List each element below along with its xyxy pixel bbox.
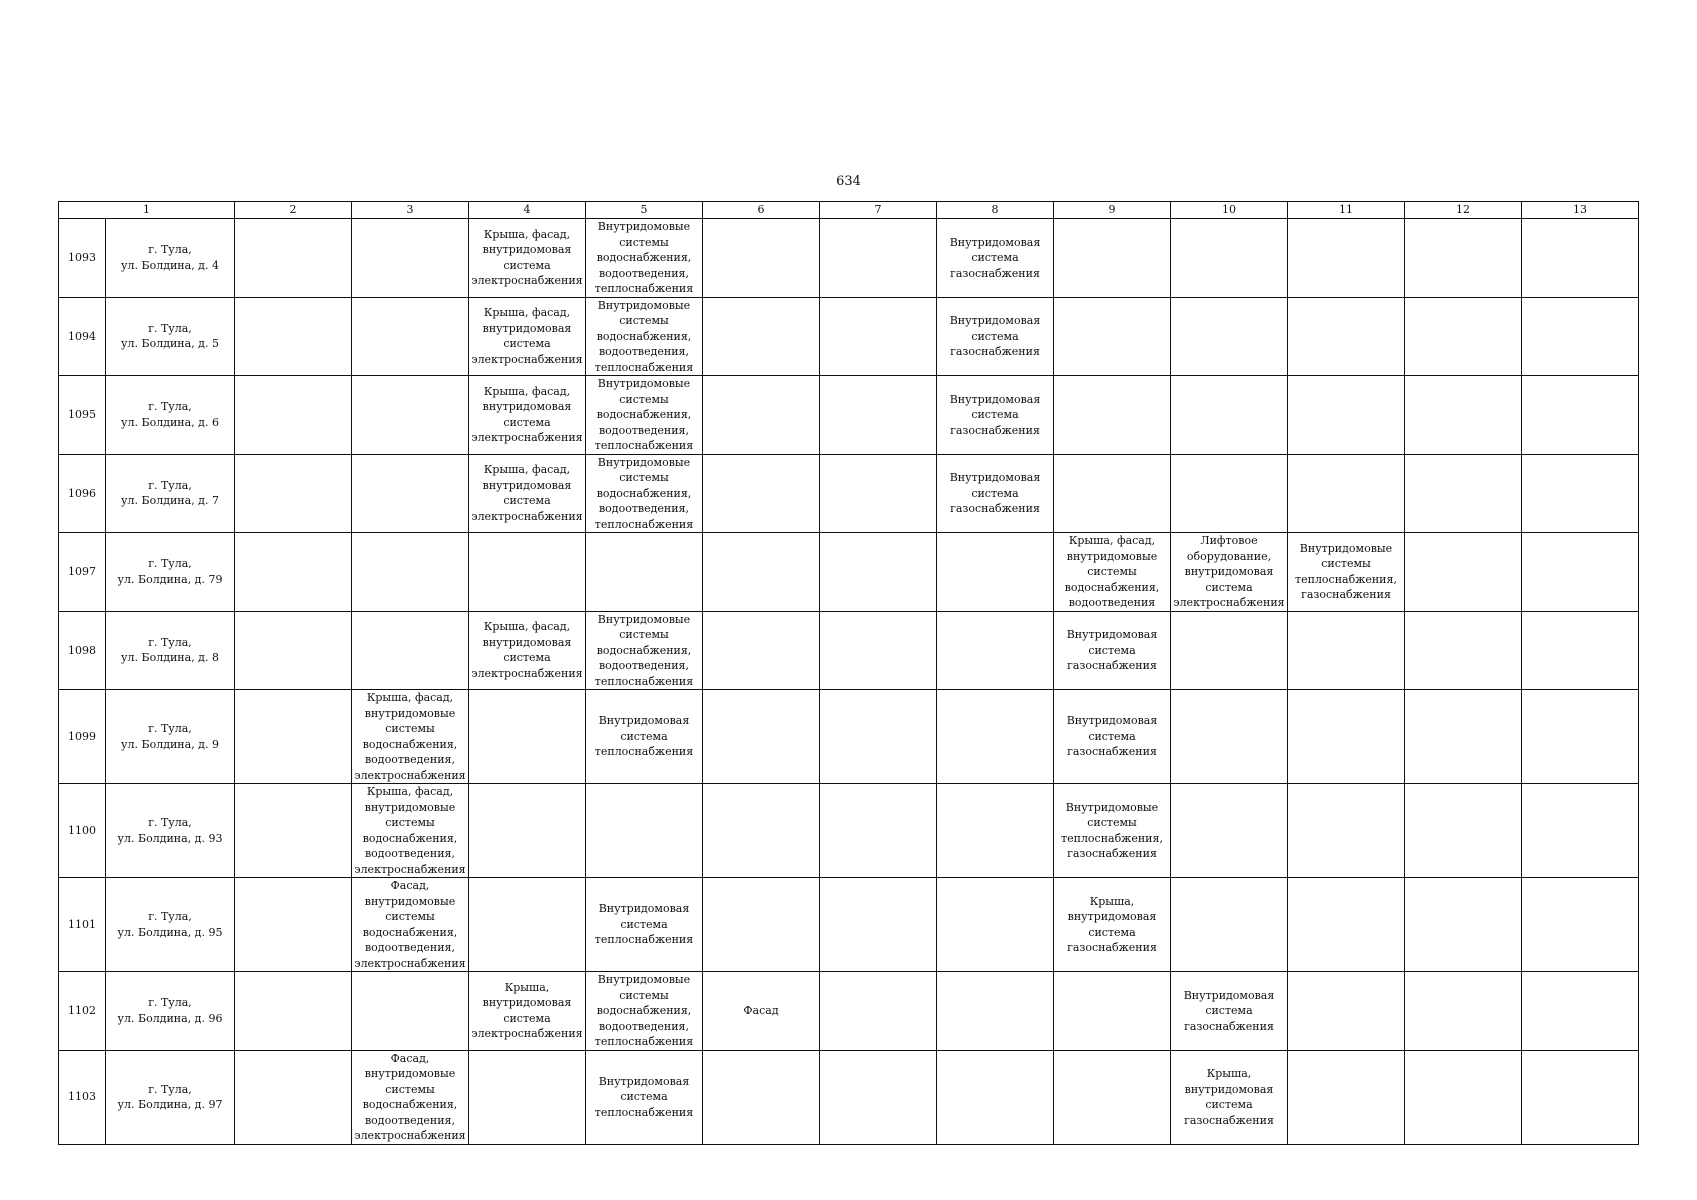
- work-cell-col-8: [937, 690, 1054, 784]
- work-cell-col-11: [1288, 611, 1405, 690]
- header-cell-8: 8: [937, 202, 1054, 219]
- work-cell-col-7: [820, 1050, 937, 1144]
- work-cell-col-7: [820, 972, 937, 1051]
- work-cell-col-13: [1522, 611, 1639, 690]
- work-cell-col-9: [1054, 376, 1171, 455]
- work-cell-col-9: [1054, 972, 1171, 1051]
- work-cell-col-6: [703, 297, 820, 376]
- header-cell-3: 3: [352, 202, 469, 219]
- work-cell-col-11: [1288, 533, 1405, 612]
- work-cell-col-2: [235, 611, 352, 690]
- work-text: Фасад, внутридомовые системы водоснабжения, водоотведения, электроснабжения: [354, 879, 466, 970]
- table-row: [59, 690, 1639, 784]
- work-cell-col-11: [1288, 972, 1405, 1051]
- header-cell-4: 4: [469, 202, 586, 219]
- row-number-cell: 1095: [59, 376, 106, 455]
- address-text: г. Тула, ул. Болдина, д. 7: [121, 478, 219, 508]
- work-cell-col-6: [703, 972, 820, 1051]
- address-cell: [106, 784, 235, 878]
- work-cell-col-7: [820, 297, 937, 376]
- work-cell-col-13: [1522, 1050, 1639, 1144]
- work-cell-col-8: [937, 454, 1054, 533]
- work-cell-col-10: [1171, 972, 1288, 1051]
- work-cell-col-13: [1522, 878, 1639, 972]
- work-cell-col-3: [352, 1050, 469, 1144]
- work-text: Крыша, фасад, внутридомовые системы водоснабжения, водоотведения, электроснабжения: [354, 785, 466, 876]
- header-cell-10: 10: [1171, 202, 1288, 219]
- work-cell-col-13: [1522, 784, 1639, 878]
- work-cell-col-12: [1405, 690, 1522, 784]
- address-cell: [106, 1050, 235, 1144]
- work-cell-col-7: [820, 219, 937, 298]
- row-number-cell: 1094: [59, 297, 106, 376]
- header-cell-12: 12: [1405, 202, 1522, 219]
- address-text: г. Тула, ул. Болдина, д. 6: [121, 400, 219, 429]
- table-body: [59, 219, 1639, 1145]
- work-cell-col-4: [469, 297, 586, 376]
- header-cell-5: 5: [586, 202, 703, 219]
- work-cell-col-12: [1405, 784, 1522, 878]
- work-cell-col-3: [352, 219, 469, 298]
- work-cell-col-7: [820, 376, 937, 455]
- work-cell-col-7: [820, 690, 937, 784]
- work-cell-col-13: [1522, 972, 1639, 1051]
- work-cell-col-11: [1288, 454, 1405, 533]
- work-cell-col-8: [937, 219, 1054, 298]
- work-cell-col-13: [1522, 376, 1639, 455]
- work-cell-col-4: [469, 611, 586, 690]
- address-cell: [106, 454, 235, 533]
- work-cell-col-2: [235, 878, 352, 972]
- work-cell-col-6: [703, 454, 820, 533]
- work-text: Внутридомовые системы водоснабжения, водоотведения, теплоснабжения: [594, 973, 694, 1048]
- work-cell-col-5: [586, 454, 703, 533]
- work-cell-col-11: [1288, 297, 1405, 376]
- work-text: Внутридомовая система газоснабжения: [1066, 714, 1158, 759]
- work-cell-col-12: [1405, 454, 1522, 533]
- work-cell-col-3: [352, 454, 469, 533]
- work-cell-col-12: [1405, 376, 1522, 455]
- work-cell-col-12: [1405, 611, 1522, 690]
- work-text: Внутридомовая система газоснабжения: [1183, 988, 1275, 1033]
- work-cell-col-7: [820, 533, 937, 612]
- work-cell-col-8: [937, 784, 1054, 878]
- work-cell-col-2: [235, 784, 352, 878]
- work-cell-col-13: [1522, 690, 1639, 784]
- work-cell-col-2: [235, 297, 352, 376]
- address-text: г. Тула, ул. Болдина, д. 9: [121, 722, 219, 751]
- table-header: [59, 202, 1639, 219]
- work-cell-col-3: [352, 690, 469, 784]
- row-number-cell: 1096: [59, 454, 106, 533]
- address-text: г. Тула, ул. Болдина, д. 79: [117, 557, 223, 586]
- work-cell-col-9: [1054, 1050, 1171, 1144]
- row-number-cell: 1100: [59, 784, 106, 878]
- work-cell-col-2: [235, 972, 352, 1051]
- table-row: [59, 611, 1639, 690]
- work-cell-col-5: [586, 690, 703, 784]
- work-text: Крыша, внутридомовая система электроснабжения: [471, 980, 583, 1041]
- work-text: Крыша, фасад, внутридомовая система электроснабжения: [471, 463, 583, 523]
- address-cell: [106, 611, 235, 690]
- work-cell-col-6: [703, 611, 820, 690]
- header-cell-9: 9: [1054, 202, 1171, 219]
- header-row: [59, 202, 1639, 219]
- page-number: 634: [836, 174, 861, 189]
- work-cell-col-6: [703, 690, 820, 784]
- work-cell-col-10: [1171, 784, 1288, 878]
- work-cell-col-2: [235, 1050, 352, 1144]
- table-row: [59, 376, 1639, 455]
- address-cell: [106, 690, 235, 784]
- work-cell-col-3: [352, 533, 469, 612]
- work-text: Внутридомовые системы водоснабжения, водоотведения, теплоснабжения: [594, 220, 694, 295]
- work-text: Внутридомовая система газоснабжения: [1066, 628, 1158, 672]
- work-cell-col-5: [586, 784, 703, 878]
- work-cell-col-8: [937, 611, 1054, 690]
- work-text: Крыша, фасад, внутридомовая система электроснабжения: [471, 306, 583, 366]
- work-cell-col-10: [1171, 878, 1288, 972]
- work-cell-col-9: [1054, 611, 1171, 690]
- row-number-cell: 1098: [59, 611, 106, 690]
- header-cell-7: 7: [820, 202, 937, 219]
- table-row: [59, 784, 1639, 878]
- work-text: Внутридомовые системы водоснабжения, водоотведения, теплоснабжения: [594, 612, 694, 688]
- work-cell-col-12: [1405, 972, 1522, 1051]
- work-cell-col-9: [1054, 454, 1171, 533]
- work-cell-col-11: [1288, 376, 1405, 455]
- work-text: Внутридомовая система теплоснабжения: [594, 714, 694, 759]
- work-cell-col-3: [352, 611, 469, 690]
- work-cell-col-10: [1171, 690, 1288, 784]
- work-text: Внутридомовые системы водоснабжения, водоотведения, теплоснабжения: [594, 298, 694, 374]
- work-cell-col-13: [1522, 297, 1639, 376]
- work-cell-col-8: [937, 297, 1054, 376]
- work-cell-col-6: [703, 533, 820, 612]
- work-cell-col-12: [1405, 1050, 1522, 1144]
- work-cell-col-2: [235, 533, 352, 612]
- work-cell-col-4: [469, 690, 586, 784]
- work-cell-col-8: [937, 878, 1054, 972]
- address-text: г. Тула, ул. Болдина, д. 4: [121, 243, 219, 272]
- work-cell-col-2: [235, 376, 352, 455]
- work-cell-col-10: [1171, 297, 1288, 376]
- work-cell-col-5: [586, 972, 703, 1051]
- work-cell-col-7: [820, 784, 937, 878]
- work-text: Внутридомовые системы теплоснабжения, газоснабжения: [1295, 541, 1397, 602]
- work-cell-col-5: [586, 878, 703, 972]
- work-cell-col-4: [469, 784, 586, 878]
- work-text: Крыша, фасад, внутридомовые системы водоснабжения, водоотведения: [1064, 534, 1160, 609]
- work-cell-col-9: [1054, 219, 1171, 298]
- work-cell-col-4: [469, 1050, 586, 1144]
- work-cell-col-10: [1171, 376, 1288, 455]
- work-text: Крыша, внутридомовая система газоснабжения: [1067, 894, 1157, 954]
- work-cell-col-10: [1171, 454, 1288, 533]
- table-row: [59, 972, 1639, 1051]
- work-cell-col-3: [352, 972, 469, 1051]
- work-cell-col-7: [820, 878, 937, 972]
- work-text: Внутридомовые системы теплоснабжения, газоснабжения: [1061, 800, 1163, 860]
- work-text: Внутридомовая система газоснабжения: [949, 235, 1041, 280]
- work-cell-col-6: [703, 878, 820, 972]
- work-cell-col-3: [352, 376, 469, 455]
- work-cell-col-7: [820, 454, 937, 533]
- work-cell-col-4: [469, 454, 586, 533]
- work-text: Крыша, фасад, внутридомовые системы водоснабжения, водоотведения, электроснабжения: [354, 691, 466, 782]
- address-cell: [106, 219, 235, 298]
- work-cell-col-2: [235, 690, 352, 784]
- work-cell-col-10: [1171, 533, 1288, 612]
- work-cell-col-7: [820, 611, 937, 690]
- work-cell-col-4: [469, 219, 586, 298]
- work-cell-col-5: [586, 1050, 703, 1144]
- work-text: Внутридомовая система газоснабжения: [949, 314, 1041, 358]
- work-text: Лифтовое оборудование, внутридомовая система электроснабжения: [1173, 534, 1285, 609]
- address-cell: [106, 972, 235, 1051]
- work-cell-col-13: [1522, 454, 1639, 533]
- address-cell: [106, 297, 235, 376]
- work-cell-col-6: [703, 784, 820, 878]
- table-row: [59, 533, 1639, 612]
- work-cell-col-3: [352, 784, 469, 878]
- work-text: Фасад: [743, 1004, 779, 1017]
- address-cell: [106, 533, 235, 612]
- row-number-cell: 1103: [59, 1050, 106, 1144]
- table-row: [59, 1050, 1639, 1144]
- work-cell-col-4: [469, 878, 586, 972]
- work-cell-col-6: [703, 219, 820, 298]
- table-row: [59, 297, 1639, 376]
- address-cell: [106, 878, 235, 972]
- work-cell-col-8: [937, 376, 1054, 455]
- address-text: г. Тула, ул. Болдина, д. 97: [117, 1082, 223, 1111]
- work-text: Внутридомовые системы водоснабжения, водоотведения, теплоснабжения: [594, 455, 694, 531]
- work-cell-col-3: [352, 297, 469, 376]
- work-text: Внутридомовые системы водоснабжения, водоотведения, теплоснабжения: [594, 377, 694, 452]
- work-cell-col-11: [1288, 1050, 1405, 1144]
- address-text: г. Тула, ул. Болдина, д. 5: [121, 321, 219, 351]
- address-cell: [106, 376, 235, 455]
- work-cell-col-5: [586, 533, 703, 612]
- work-cell-col-12: [1405, 219, 1522, 298]
- work-cell-col-5: [586, 297, 703, 376]
- work-cell-col-9: [1054, 784, 1171, 878]
- row-number-cell: 1102: [59, 972, 106, 1051]
- work-cell-col-4: [469, 376, 586, 455]
- work-cell-col-3: [352, 878, 469, 972]
- row-number-cell: 1097: [59, 533, 106, 612]
- work-cell-col-10: [1171, 611, 1288, 690]
- work-cell-col-11: [1288, 784, 1405, 878]
- row-number-cell: 1093: [59, 219, 106, 298]
- work-cell-col-12: [1405, 297, 1522, 376]
- work-cell-col-9: [1054, 297, 1171, 376]
- work-cell-col-8: [937, 533, 1054, 612]
- work-cell-col-6: [703, 1050, 820, 1144]
- work-text: Крыша, фасад, внутридомовая система электроснабжения: [471, 227, 583, 288]
- address-text: г. Тула, ул. Болдина, д. 96: [117, 996, 223, 1025]
- work-cell-col-11: [1288, 690, 1405, 784]
- header-cell-6: 6: [703, 202, 820, 219]
- work-text: Внутридомовая система теплоснабжения: [594, 902, 694, 947]
- work-cell-col-9: [1054, 690, 1171, 784]
- work-cell-col-2: [235, 219, 352, 298]
- work-cell-col-13: [1522, 533, 1639, 612]
- address-text: г. Тула, ул. Болдина, д. 95: [117, 910, 223, 939]
- header-cell-13: 13: [1522, 202, 1639, 219]
- work-cell-col-6: [703, 376, 820, 455]
- row-number-cell: 1099: [59, 690, 106, 784]
- address-text: г. Тула, ул. Болдина, д. 93: [117, 816, 223, 845]
- table-row: [59, 454, 1639, 533]
- work-cell-col-5: [586, 219, 703, 298]
- address-text: г. Тула, ул. Болдина, д. 8: [121, 635, 219, 665]
- work-cell-col-5: [586, 611, 703, 690]
- work-text: Внутридомовая система газоснабжения: [949, 392, 1041, 437]
- work-cell-col-10: [1171, 219, 1288, 298]
- table-row: [59, 878, 1639, 972]
- table-row: [59, 219, 1639, 298]
- header-cell-2: 2: [235, 202, 352, 219]
- work-cell-col-11: [1288, 878, 1405, 972]
- work-cell-col-9: [1054, 878, 1171, 972]
- work-text: Крыша, внутридомовая система газоснабжения: [1184, 1067, 1274, 1127]
- work-text: Внутридомовая система теплоснабжения: [594, 1074, 694, 1119]
- work-text: Крыша, фасад, внутридомовая система электроснабжения: [471, 620, 583, 680]
- work-cell-col-5: [586, 376, 703, 455]
- work-cell-col-12: [1405, 533, 1522, 612]
- header-cell-1: 1: [59, 202, 235, 219]
- work-cell-col-2: [235, 454, 352, 533]
- work-cell-col-10: [1171, 1050, 1288, 1144]
- repair-schedule-table: [58, 201, 1639, 1145]
- header-cell-11: 11: [1288, 202, 1405, 219]
- work-cell-col-11: [1288, 219, 1405, 298]
- work-cell-col-13: [1522, 219, 1639, 298]
- work-cell-col-4: [469, 533, 586, 612]
- row-number-cell: 1101: [59, 878, 106, 972]
- work-text: Крыша, фасад, внутридомовая система электроснабжения: [471, 384, 583, 445]
- work-text: Внутридомовая система газоснабжения: [949, 471, 1041, 515]
- work-cell-col-12: [1405, 878, 1522, 972]
- work-cell-col-8: [937, 1050, 1054, 1144]
- work-text: Фасад, внутридомовые системы водоснабжения, водоотведения, электроснабжения: [354, 1051, 466, 1142]
- work-cell-col-8: [937, 972, 1054, 1051]
- work-cell-col-4: [469, 972, 586, 1051]
- work-cell-col-9: [1054, 533, 1171, 612]
